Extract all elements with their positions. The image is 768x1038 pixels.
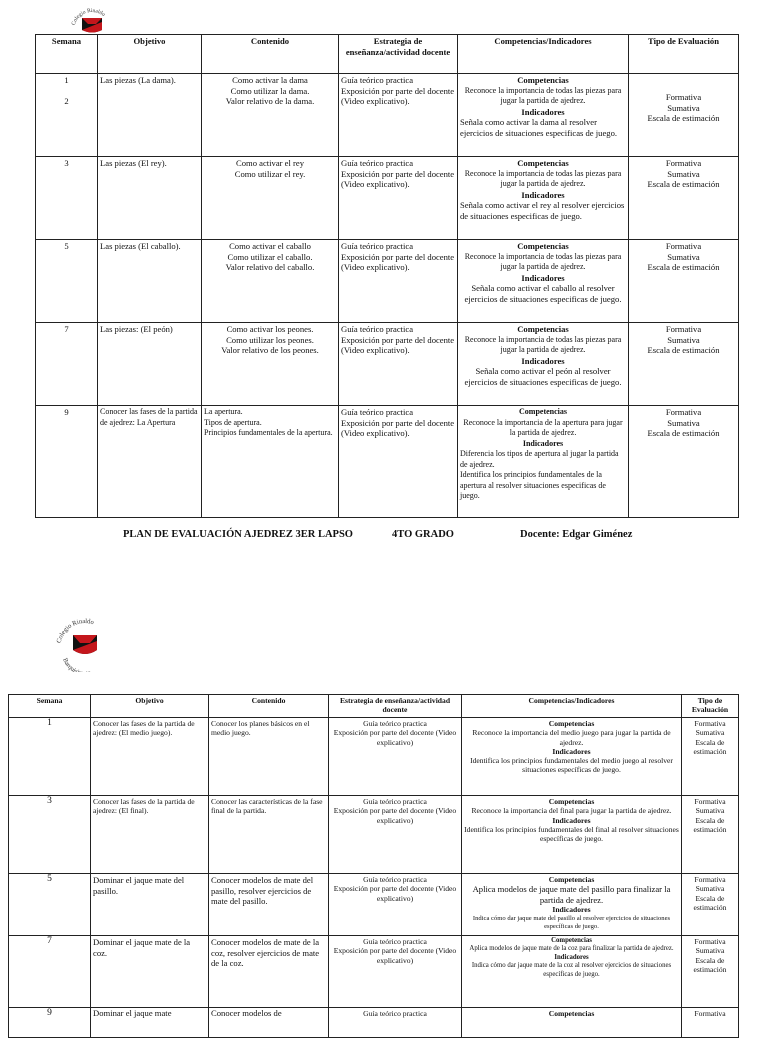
cell-objetivo: Las piezas: (El peón) (98, 323, 202, 406)
cell-tipo-evaluacion: Formativa Sumativa Escala de estimación (629, 157, 739, 240)
table-header-row (36, 35, 739, 74)
evaluation-table-2 (8, 694, 739, 1038)
school-logo (54, 614, 116, 672)
table-header-row (9, 695, 739, 718)
evaluation-table-1 (35, 34, 739, 518)
cell-semana: 1 (9, 718, 91, 796)
cell-contenido: Conocer modelos de mate de la coz, resolver ejercicios de mate de la coz. (209, 936, 329, 1008)
cell-estrategia: Guía teórico practica Exposición por parte del docente (Video explicativo) (329, 796, 462, 874)
cell-competencias: Competencias Reconoce la importancia del final para jugar la partida de ajedrez. Indicadores Identifica los principios fundamentales del final al resolver situaciones específicas de juego. (462, 796, 682, 874)
cell-contenido: Como activar la dama Como utilizar la dama. Valor relativo de la dama. (202, 74, 339, 157)
cell-tipo-evaluacion: Formativa Sumativa Escala de estimación (629, 406, 739, 518)
cell-estrategia: Guía teórico practica Exposición por parte del docente (Video explicativo). (339, 240, 458, 323)
school-logo (66, 4, 118, 34)
header-semana: Semana (36, 35, 98, 74)
header-semana: Semana (9, 695, 91, 718)
header-contenido: Contenido (202, 35, 339, 74)
cell-contenido: Como activar el caballo Como utilizar el caballo. Valor relativo del caballo. (202, 240, 339, 323)
teacher-label: Docente: Edgar Giménez (520, 529, 633, 540)
cell-objetivo: Dominar el jaque mate de la coz. (91, 936, 209, 1008)
header-estrategia: Estrategia de enseñanza/actividad docente (329, 695, 462, 718)
cell-competencias: Competencias Aplica modelos de jaque mate del pasillo para finalizar la partida de ajedrez. Indicadores Indica cómo dar jaque mate del pasillo al resolver ejercicios de situaciones específicas de juego. (462, 874, 682, 936)
cell-tipo-evaluacion: Formativa (682, 1008, 739, 1038)
cell-objetivo: Las piezas (El caballo). (98, 240, 202, 323)
cell-contenido: Conocer las características de la fase final de la partida. (209, 796, 329, 874)
table-row (36, 74, 739, 157)
cell-estrategia: Guía teórico practica Exposición por parte del docente (Video explicativo). (339, 323, 458, 406)
logo-text-top: Colegio Rinaldo (55, 617, 95, 644)
header-objetivo: Objetivo (91, 695, 209, 718)
cell-estrategia: Guía teórico practica Exposición por parte del docente (Video explicativo). (339, 74, 458, 157)
cell-competencias: Competencias Reconoce la importancia de todas las piezas para jugar la partida de ajedrez. Indicadores Señala como activar el peón al resolver ejercicios de situaciones especificas de juego. (458, 323, 629, 406)
header-estrategia: Estrategia de enseñanza/actividad docente (339, 35, 458, 74)
cell-tipo-evaluacion: Formativa Sumativa Escala de estimación (682, 936, 739, 1008)
cell-contenido: Como activar el rey Como utilizar el rey. (202, 157, 339, 240)
header-competencias: Competencias/Indicadores (458, 35, 629, 74)
table-row (36, 406, 739, 518)
logo-text-bottom: Barquis (61, 657, 79, 672)
cell-contenido: Conocer los planes básicos en el medio juego. (209, 718, 329, 796)
table-row (36, 157, 739, 240)
table-row (9, 718, 739, 796)
logo-text-top: Colegio Rinaldo (70, 7, 107, 27)
cell-contenido: La apertura. Tipos de apertura. Principios fundamentales de la apertura. (202, 406, 339, 518)
header-contenido: Contenido (209, 695, 329, 718)
cell-tipo-evaluacion: Formativa Sumativa Escala de estimación (629, 240, 739, 323)
cell-estrategia: Guía teórico practica Exposición por parte del docente (Video explicativo). (339, 157, 458, 240)
cell-objetivo: Conocer las fases de la partida de ajedrez: (El final). (91, 796, 209, 874)
grade-label: 4TO GRADO (392, 529, 454, 540)
cell-objetivo: Conocer las fases de la partida de ajedrez: La Apertura (98, 406, 202, 518)
table-row (36, 323, 739, 406)
cell-semana: 5 (36, 240, 98, 323)
cell-competencias: Competencias Reconoce la importancia del medio juego para jugar la partida de ajedrez. Indicadores Identifica los principios fundamentales del medio juego al resolver situaciones específicas de juego. (462, 718, 682, 796)
cell-objetivo: Las piezas (La dama). (98, 74, 202, 157)
table-row (9, 874, 739, 936)
cell-semana: 1 2 (36, 74, 98, 157)
cell-objetivo: Conocer las fases de la partida de ajedrez: (El medio juego). (91, 718, 209, 796)
cell-estrategia: Guía teórico practica Exposición por parte del docente (Video explicativo). (339, 406, 458, 518)
cell-competencias: Competencias Reconoce la importancia de todas las piezas para jugar la partida de ajedrez. Indicadores Señala como activar la dama al resolver ejercicios de situaciones especificas de juego. (458, 74, 629, 157)
cell-semana: 3 (36, 157, 98, 240)
table-row (36, 240, 739, 323)
cell-competencias: Competencias Reconoce la importancia de todas las piezas para jugar la partida de ajedrez. Indicadores Señala como activar el caballo al resolver ejercicios de situaciones especificas de juego. (458, 240, 629, 323)
cell-competencias: Competencias (462, 1008, 682, 1038)
header-competencias: Competencias/Indicadores (462, 695, 682, 718)
cell-tipo-evaluacion: Formativa Sumativa Escala de estimación (682, 796, 739, 874)
cell-semana: 7 (36, 323, 98, 406)
cell-competencias: Competencias Reconoce la importancia de la apertura para jugar la partida de ajedrez. Indicadores Diferencia los tipos de apertura al jugar la partida de ajedrez. Identifica los principios fundamentales de la apertura al resolver situaciones especificas de juego. (458, 406, 629, 518)
cell-estrategia: Guía teórico practica Exposición por parte del docente (Video explicativo) (329, 874, 462, 936)
table-row (9, 796, 739, 874)
cell-objetivo: Dominar el jaque mate del pasillo. (91, 874, 209, 936)
plan-title: PLAN DE EVALUACIÓN AJEDREZ 3ER LAPSO (123, 529, 353, 540)
cell-contenido: Conocer modelos de (209, 1008, 329, 1038)
cell-semana: 9 (36, 406, 98, 518)
school-crest-icon (66, 4, 118, 34)
cell-semana: 7 (9, 936, 91, 1008)
header-objetivo: Objetivo (98, 35, 202, 74)
header-tipo-evaluacion: Tipo de Evaluación (629, 35, 739, 74)
school-crest-icon (54, 614, 116, 672)
cell-competencias: Competencias Reconoce la importancia de todas las piezas para jugar la partida de ajedrez. Indicadores Señala como activar el rey al resolver ejercicios de situaciones especificas de juego. (458, 157, 629, 240)
cell-tipo-evaluacion: Formativa Sumativa Escala de estimación (629, 74, 739, 157)
table-row (9, 1008, 739, 1038)
plan-header-line (0, 529, 768, 543)
cell-estrategia: Guía teórico practica Exposición por parte del docente (Video explicativo) (329, 718, 462, 796)
cell-tipo-evaluacion: Formativa Sumativa Escala de estimación (629, 323, 739, 406)
cell-contenido: Como activar los peones. Como utilizar los peones. Valor relativo de los peones. (202, 323, 339, 406)
cell-semana: 5 (9, 874, 91, 936)
table-row (9, 936, 739, 1008)
cell-semana: 9 (9, 1008, 91, 1038)
cell-objetivo: Dominar el jaque mate (91, 1008, 209, 1038)
cell-estrategia: Guía teórico practica (329, 1008, 462, 1038)
cell-objetivo: Las piezas (El rey). (98, 157, 202, 240)
cell-competencias: Competencias Aplica modelos de jaque mate de la coz para finalizar la partida de ajedrez. Indicadores Indica cómo dar jaque mate de la coz al resolver ejercicios de situaciones específicas de juego. (462, 936, 682, 1008)
cell-semana: 3 (9, 796, 91, 874)
header-tipo-evaluacion: Tipo de Evaluación (682, 695, 739, 718)
cell-estrategia: Guía teórico practica Exposición por parte del docente (Video explicativo) (329, 936, 462, 1008)
cell-tipo-evaluacion: Formativa Sumativa Escala de estimación (682, 874, 739, 936)
cell-contenido: Conocer modelos de mate del pasillo, resolver ejercicios de mate del pasillo. (209, 874, 329, 936)
cell-tipo-evaluacion: Formativa Sumativa Escala de estimación (682, 718, 739, 796)
